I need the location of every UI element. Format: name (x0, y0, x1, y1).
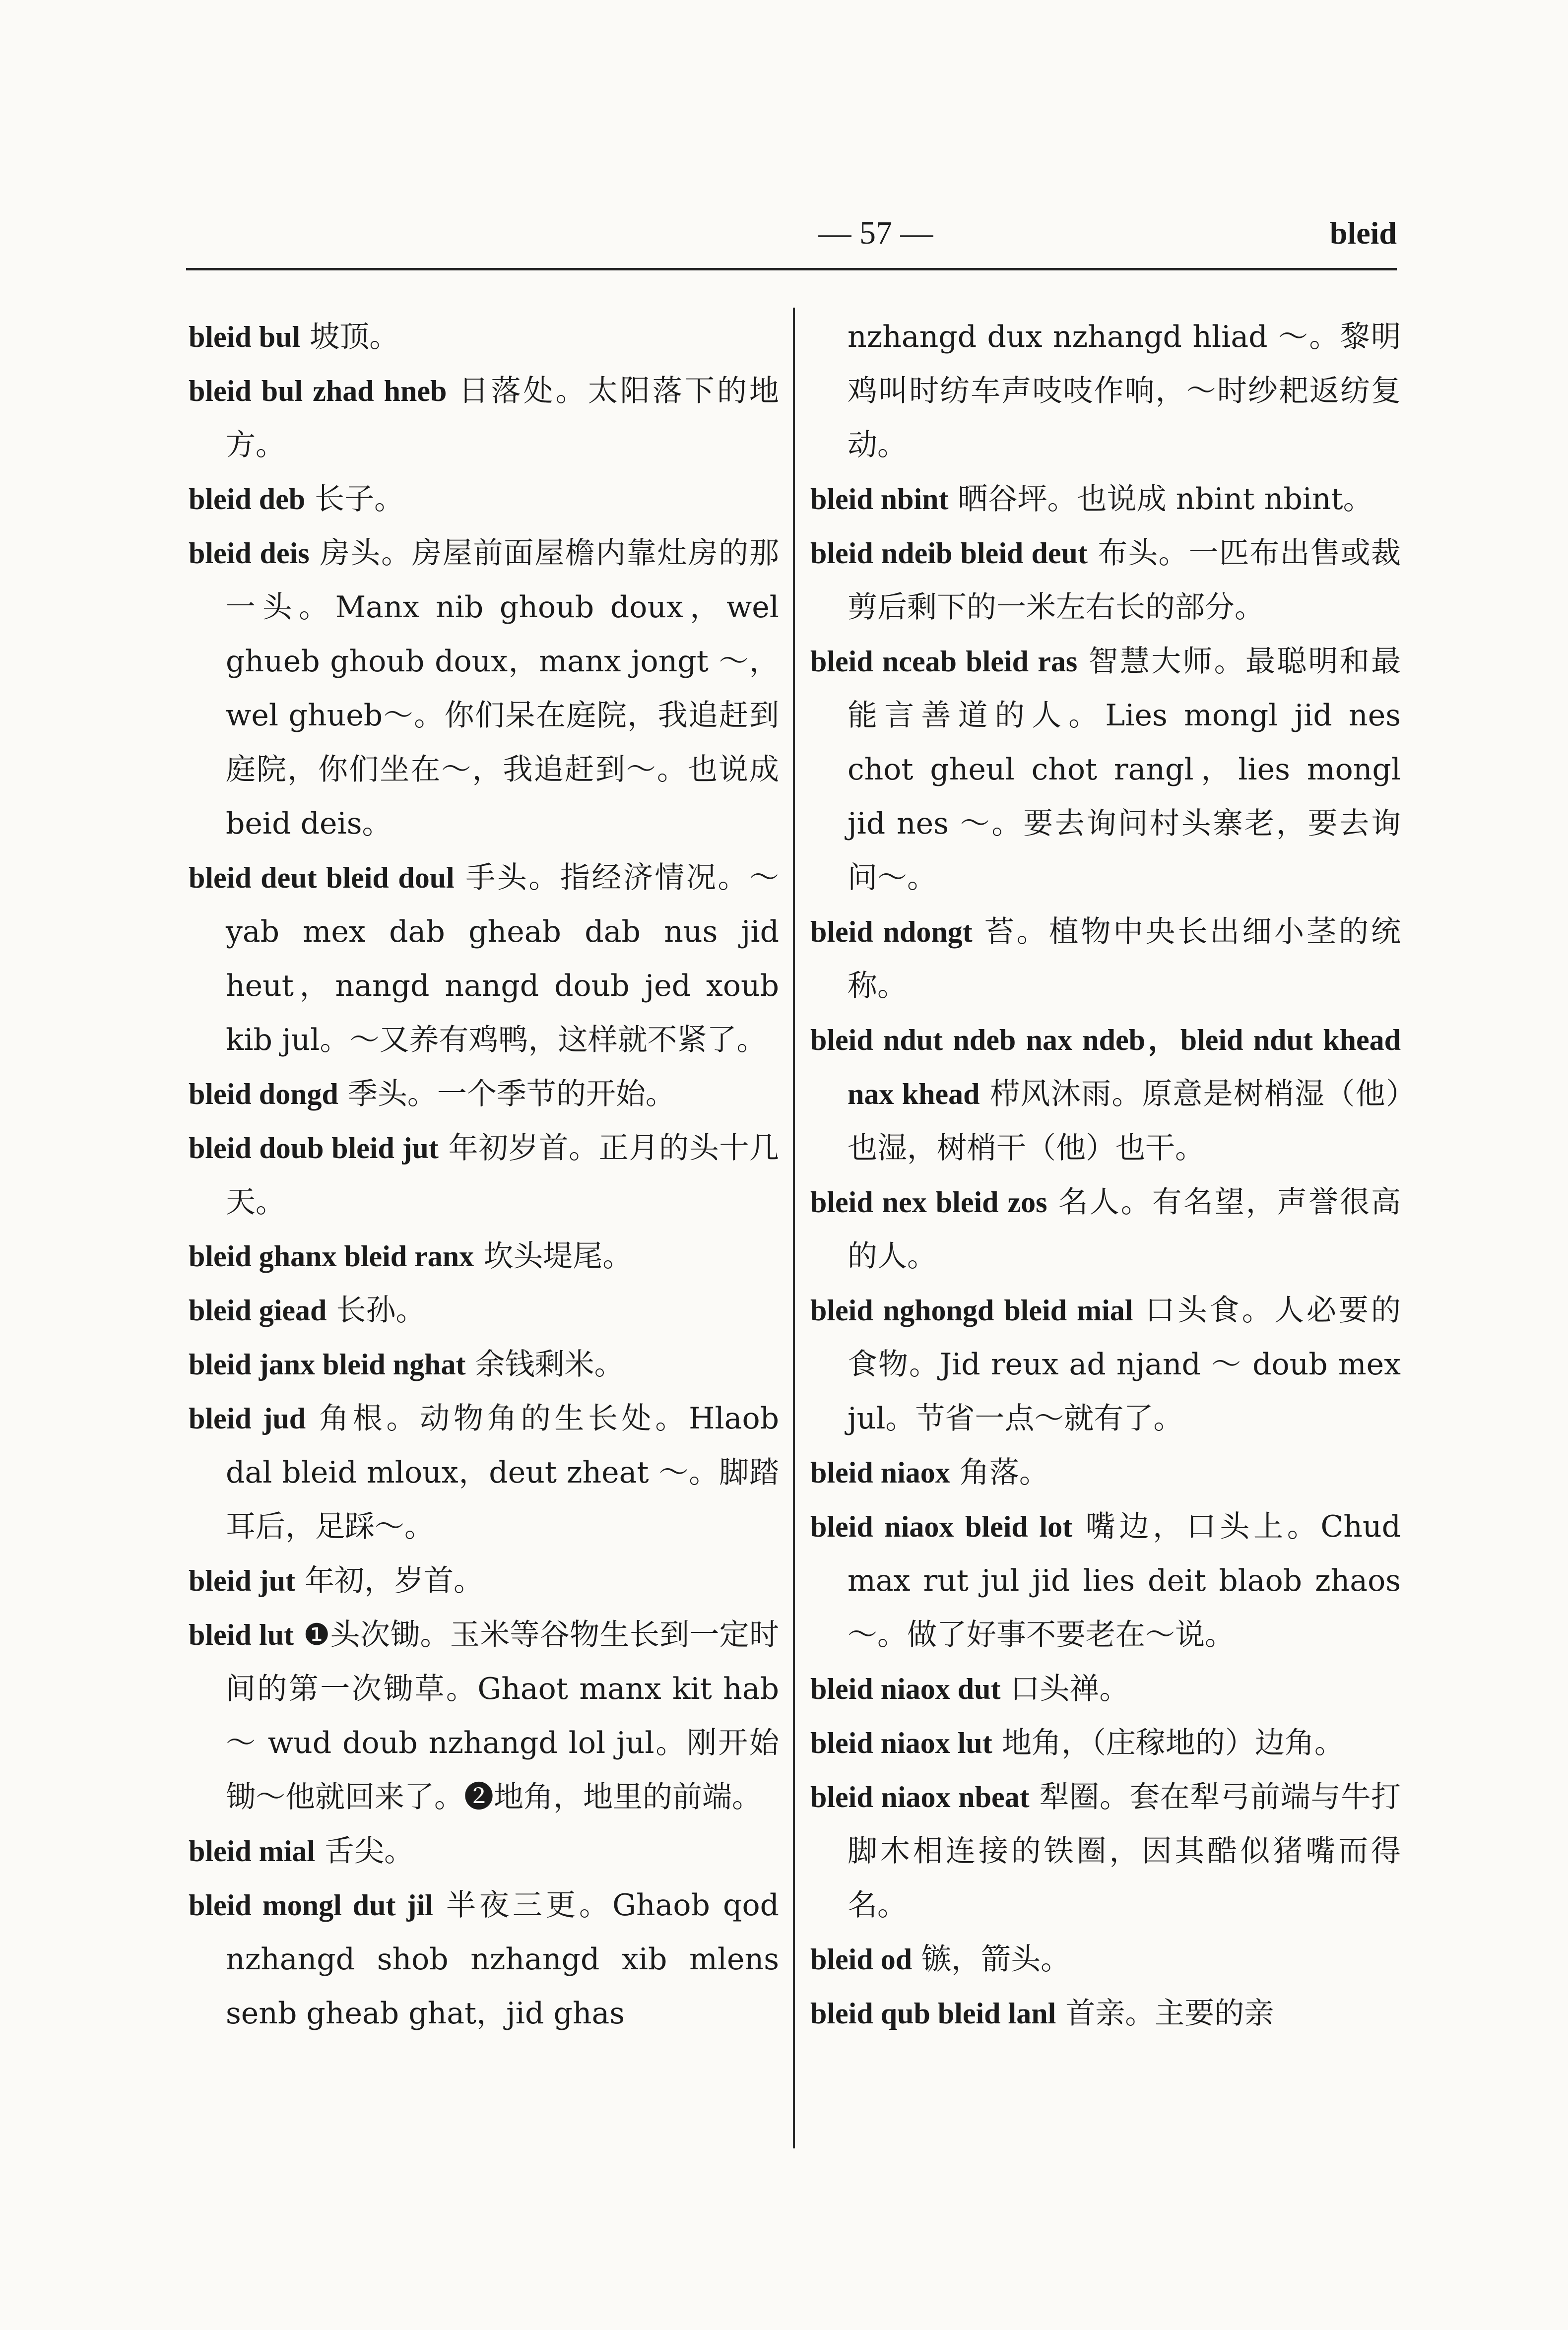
entry-headword: bleid niaox bleid lot (810, 1510, 1073, 1543)
entry-definition: 余钱剩米。 (465, 1347, 624, 1382)
column-divider (793, 308, 795, 2148)
dictionary-entry (810, 1716, 1401, 1770)
entry-definition: 名人。有名望，声誉很高的人。 (848, 1185, 1401, 1274)
dictionary-entry (189, 310, 779, 364)
dictionary-entry (810, 1987, 1401, 2041)
dictionary-entry (810, 1770, 1401, 1933)
dictionary-entry (189, 851, 779, 1067)
entry-headword: bleid mial (189, 1835, 316, 1868)
entry-definition: 苔。植物中央长出细小茎的统称。 (848, 914, 1401, 1003)
entry-headword: bleid ndeib bleid deut (810, 537, 1088, 570)
entry-definition: 晒谷坪。也说成 nbint nbint。 (948, 482, 1373, 517)
entry-definition: 季头。一个季节的开始。 (338, 1077, 675, 1111)
entry-headword: bleid deb (189, 483, 306, 516)
entry-definition: 栉风沐雨。原意是树梢湿（他）也湿，树梢干（他）也干。 (848, 1077, 1401, 1165)
page-number: — 57 — (818, 215, 933, 251)
entry-definition: 角根。动物角的生长处。Hlaob dal bleid mloux，deut zheat ～。脚踏耳后，足踩～。 (226, 1401, 779, 1544)
dictionary-entry (189, 1284, 779, 1338)
dictionary-entry (189, 1824, 779, 1878)
entry-definition: 首亲。主要的亲 (1056, 1996, 1274, 2031)
dictionary-entry (810, 310, 1401, 472)
entry-headword: bleid deis (189, 537, 310, 570)
dictionary-entry (810, 472, 1401, 526)
entry-definition: 日落处。太阳落下的地方。 (226, 374, 779, 462)
entry-definition: 镞，箭头。 (912, 1942, 1071, 1977)
running-head: bleid (1329, 215, 1397, 251)
entry-definition: 口头食。人必要的食物。Jid reux ad njand ～ doub mex jul。节省一点～就有了。 (848, 1293, 1401, 1436)
dictionary-entry (189, 1338, 779, 1392)
page-header (186, 206, 1397, 260)
entry-headword: bleid od (810, 1943, 913, 1976)
dictionary-entry (810, 1446, 1401, 1500)
entry-headword: bleid jud (189, 1402, 306, 1435)
left-column (189, 310, 779, 2041)
entry-headword: bleid ndut ndeb nax ndeb，bleid ndut khead nax khead (810, 1024, 1401, 1110)
entry-definition: 嘴边，口头上。Chud max rut jul jid lies deit blaob zhaos ～。做了好事不要老在～说。 (848, 1509, 1401, 1652)
entry-headword: bleid niaox (810, 1456, 950, 1489)
dictionary-entry (189, 1392, 779, 1554)
entry-headword: bleid giead (189, 1294, 327, 1327)
entry-definition: 布头。一匹布出售或裁剪后剩下的一米左右长的部分。 (848, 536, 1401, 625)
entry-definition: 房头。房屋前面屋檐内靠灶房的那一头。Manx nib ghoub doux，wel ghueb ghoub doux，manx jongt ～，wel ghueb～。你们呆在庭院，我追赶到庭院，你们坐在～，我追赶到～。也说成 beid deis。 (226, 536, 779, 841)
dictionary-entry (810, 526, 1401, 635)
entry-definition: nzhangd dux nzhangd hliad ～。黎明鸡叫时纺车声吱吱作响，～时纱耙返纺复动。 (848, 320, 1401, 462)
entry-headword: bleid nceab bleid ras (810, 645, 1078, 678)
dictionary-entry (189, 364, 779, 472)
dictionary-entry (810, 1500, 1401, 1662)
dictionary-entry (810, 1662, 1401, 1716)
entry-definition: 舌尖。 (315, 1834, 414, 1869)
entry-headword: bleid nbint (810, 483, 949, 516)
entry-definition: 半夜三更。Ghaob qod nzhangd shob nzhangd xib mlens senb gheab ghat，jid ghas (226, 1888, 779, 2031)
dictionary-entry (189, 1230, 779, 1284)
dictionary-entry (810, 1933, 1401, 1987)
dictionary-entry (189, 472, 779, 526)
entry-headword: bleid dongd (189, 1078, 338, 1110)
entry-definition: 手头。指经济情况。～ yab mex dab gheab dab nus jid heut，nangd nangd doub jed xoub kib jul。～又养有鸡鸭，这样就不紧了。 (226, 860, 779, 1057)
entry-definition: 年初，岁首。 (295, 1563, 484, 1598)
dictionary-entry (189, 1554, 779, 1608)
entry-definition: 地角，（庄稼地的）边角。 (992, 1726, 1344, 1760)
entry-headword: bleid mongl dut jil (189, 1889, 433, 1922)
entry-definition: 口头禅。 (1000, 1672, 1129, 1706)
entry-definition: 智慧大师。最聪明和最能言善道的人。Lies mongl jid nes chot gheul chot rangl，lies mongl jid nes ～。要去询问村头寨老，要去询问～。 (848, 644, 1401, 895)
entry-headword: bleid niaox nbeat (810, 1781, 1030, 1813)
entry-definition: 年初岁首。正月的头十几天。 (226, 1131, 780, 1220)
entry-definition: 长子。 (305, 482, 404, 517)
entry-definition: 长孙。 (327, 1293, 426, 1328)
entry-definition: ❶头次锄。玉米等谷物生长到一定时间的第一次锄草。Ghaot manx kit hab ～ wud doub nzhangd lol jul。刚开始锄～他就回来了。❷地角，地里的前端。 (226, 1618, 779, 1814)
header-rule (186, 268, 1397, 270)
dictionary-entry (810, 1175, 1401, 1284)
entry-definition: 角落。 (950, 1455, 1049, 1490)
dictionary-entry (810, 1284, 1401, 1446)
right-column (810, 310, 1401, 2041)
entry-headword: bleid deut bleid doul (189, 861, 455, 894)
dictionary-entry (189, 1878, 779, 2041)
dictionary-entry (810, 635, 1401, 905)
dictionary-entry (189, 1121, 779, 1230)
entry-headword: bleid niaox dut (810, 1673, 1001, 1705)
dictionary-entry (810, 905, 1401, 1013)
entry-headword: bleid niaox lut (810, 1727, 992, 1759)
entry-definition: 犁圈。套在犁弓前端与牛打脚木相连接的铁圈，因其酷似猪嘴而得名。 (848, 1780, 1401, 1923)
dictionary-entry (189, 1608, 779, 1824)
dictionary-entry (810, 1013, 1401, 1175)
entry-definition: 坡顶。 (300, 320, 399, 354)
dictionary-entry (189, 526, 779, 851)
entry-headword: bleid bul zhad hneb (189, 375, 447, 407)
entry-headword: bleid nex bleid zos (810, 1186, 1047, 1219)
entry-headword: bleid qub bleid lanl (810, 1997, 1056, 2030)
dictionary-entry (189, 1067, 779, 1121)
entry-headword: bleid janx bleid nghat (189, 1348, 466, 1381)
entry-headword: bleid ndongt (810, 915, 973, 948)
entry-headword: bleid jut (189, 1564, 296, 1597)
entry-headword: bleid doub bleid jut (189, 1132, 439, 1165)
entry-headword: bleid ghanx bleid ranx (189, 1240, 474, 1273)
entry-headword: bleid bul (189, 321, 301, 353)
entry-definition: 坎头堤尾。 (474, 1239, 633, 1274)
entry-headword: bleid nghongd bleid mial (810, 1294, 1133, 1327)
entry-headword: bleid lut (189, 1618, 294, 1651)
